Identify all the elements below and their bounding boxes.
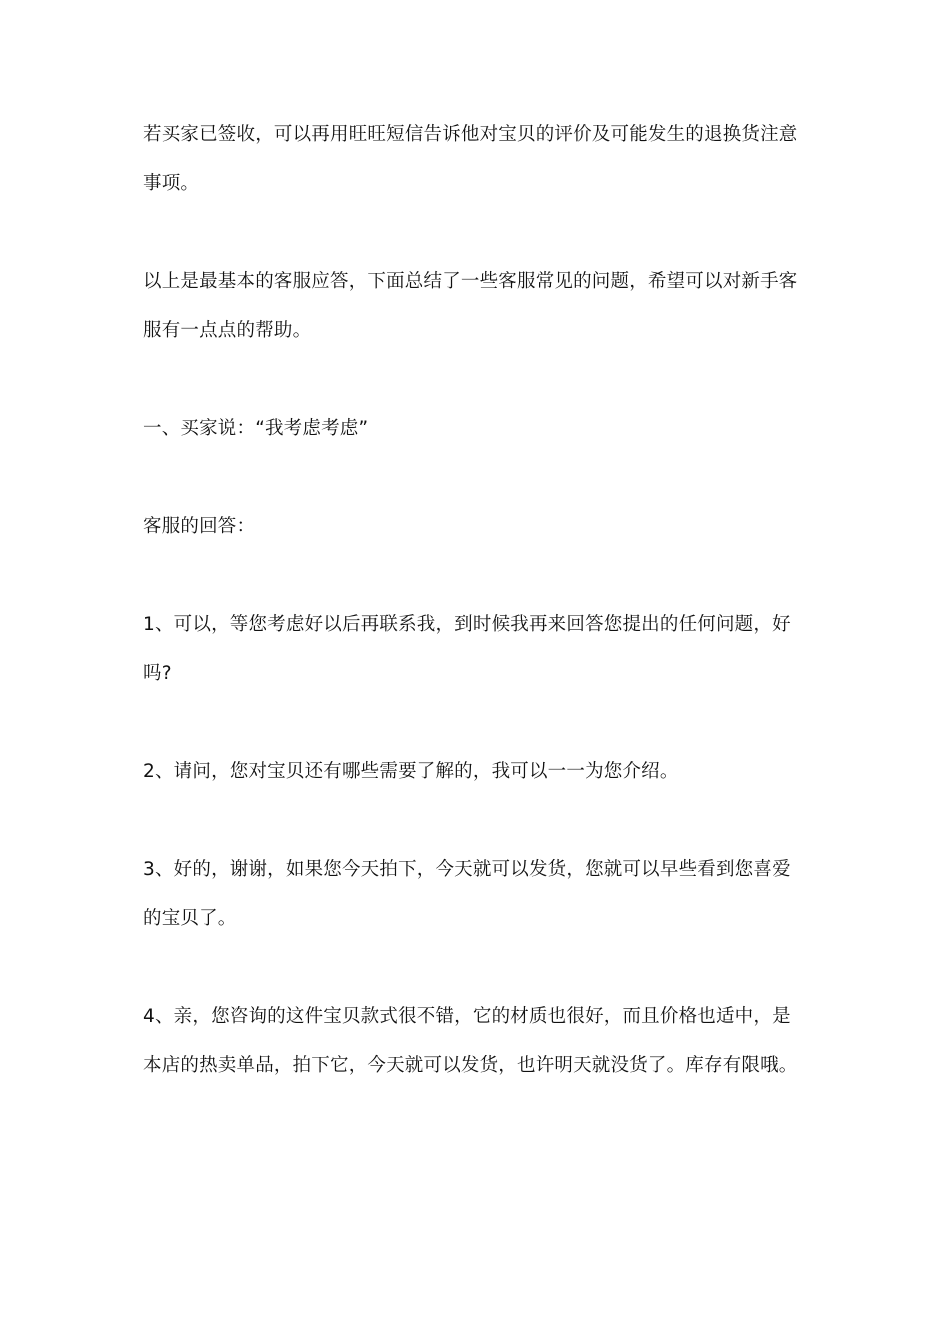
answer-item-4	[143, 992, 813, 1090]
document-body	[143, 110, 813, 1090]
text-line: 一、买家说：“我考虑考虑”	[143, 418, 369, 439]
text-line: 本店的热卖单品，拍下它，今天就可以发货，也许明天就没货了。库存有限哦。	[143, 1055, 798, 1076]
answer-item-1	[143, 600, 813, 698]
text-line: 的宝贝了。	[143, 908, 237, 929]
paragraph-gap	[143, 208, 813, 257]
section-heading	[143, 404, 813, 453]
paragraph-signed-buyer	[143, 110, 813, 208]
text-line: 3、好的，谢谢，如果您今天拍下，今天就可以发货，您就可以早些看到您喜爱	[143, 859, 791, 880]
paragraph-gap	[143, 355, 813, 404]
text-line: 1、可以，等您考虑好以后再联系我，到时候我再来回答您提出的任何问题，好	[143, 614, 791, 635]
text-line: 客服的回答：	[143, 516, 256, 537]
answers-label	[143, 502, 813, 551]
text-line: 2、请问，您对宝贝还有哪些需要了解的，我可以一一为您介绍。	[143, 761, 679, 782]
text-line: 4、亲，您咨询的这件宝贝款式很不错，它的材质也很好，而且价格也适中，是	[143, 1006, 791, 1027]
paragraph-gap	[143, 698, 813, 747]
text-line: 吗?	[143, 663, 172, 684]
text-line: 服有一点点的帮助。	[143, 320, 312, 341]
text-line: 若买家已签收，可以再用旺旺短信告诉他对宝贝的评价及可能发生的退换货注意	[143, 124, 798, 145]
text-line: 以上是最基本的客服应答，下面总结了一些客服常见的问题，希望可以对新手客	[143, 271, 798, 292]
paragraph-gap	[143, 453, 813, 502]
answer-item-2	[143, 747, 813, 796]
paragraph-summary	[143, 257, 813, 355]
answer-item-3	[143, 845, 813, 943]
paragraph-gap	[143, 551, 813, 600]
text-line: 事项。	[143, 173, 200, 194]
paragraph-gap	[143, 796, 813, 845]
paragraph-gap	[143, 943, 813, 992]
